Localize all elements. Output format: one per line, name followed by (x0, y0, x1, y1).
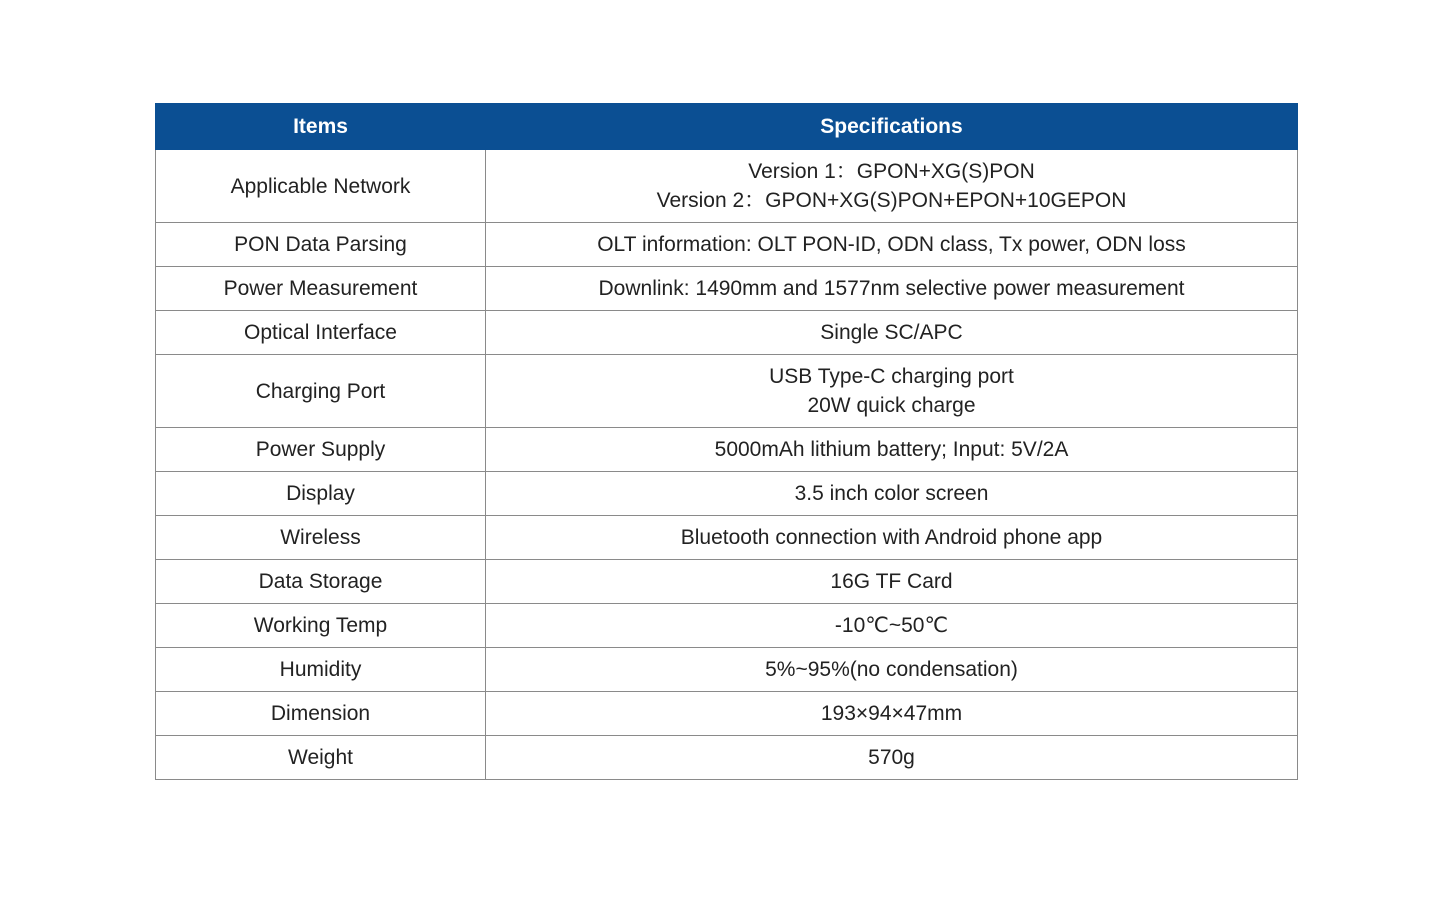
spec-line: USB Type-C charging port (769, 365, 1014, 388)
item-cell: PON Data Parsing (156, 223, 486, 267)
spec-line: Single SC/APC (820, 321, 963, 344)
spec-line: 16G TF Card (830, 570, 953, 593)
item-cell: Data Storage (156, 560, 486, 604)
item-cell: Applicable Network (156, 150, 486, 223)
item-cell: Power Measurement (156, 267, 486, 311)
specifications-table (155, 103, 1298, 780)
item-cell: Dimension (156, 692, 486, 736)
spec-cell (486, 692, 1298, 736)
spec-line: 20W quick charge (807, 394, 976, 417)
spec-cell (486, 472, 1298, 516)
item-cell: Power Supply (156, 428, 486, 472)
table-row (156, 311, 1298, 355)
spec-cell (486, 267, 1298, 311)
spec-line: Version 1：GPON+XG(S)PON (748, 160, 1035, 183)
table-row (156, 516, 1298, 560)
header-items: Items (156, 104, 486, 150)
spec-line: Bluetooth connection with Android phone app (680, 526, 1103, 549)
spec-cell (486, 150, 1298, 223)
spec-cell (486, 560, 1298, 604)
table-row (156, 267, 1298, 311)
table-row (156, 428, 1298, 472)
table-body (156, 150, 1298, 780)
spec-line: 193×94×47mm (820, 702, 963, 725)
table-row (156, 648, 1298, 692)
item-cell: Optical Interface (156, 311, 486, 355)
header-row (156, 104, 1298, 150)
spec-cell (486, 428, 1298, 472)
spec-line: OLT information: OLT PON-ID, ODN class, Tx power, ODN loss (597, 233, 1186, 256)
spec-line: Downlink: 1490mm and 1577nm selective power measurement (598, 277, 1185, 300)
spec-line: -10℃~50℃ (834, 614, 949, 637)
spec-cell (486, 355, 1298, 428)
spec-line: 5%~95%(no condensation) (765, 658, 1018, 681)
header-specifications: Specifications (486, 104, 1298, 150)
spec-cell (486, 516, 1298, 560)
table-row (156, 692, 1298, 736)
table-row (156, 604, 1298, 648)
table-row (156, 560, 1298, 604)
item-cell: Weight (156, 736, 486, 780)
spec-line: 3.5 inch color screen (794, 482, 989, 505)
table-row (156, 150, 1298, 223)
item-cell: Display (156, 472, 486, 516)
table-header (156, 104, 1298, 150)
item-cell: Charging Port (156, 355, 486, 428)
table-row (156, 355, 1298, 428)
table-row (156, 223, 1298, 267)
spec-line: 5000mAh lithium battery; Input: 5V/2A (714, 438, 1069, 461)
spec-line: Version 2：GPON+XG(S)PON+EPON+10GEPON (656, 189, 1127, 212)
spec-cell (486, 736, 1298, 780)
spec-line: 570g (868, 746, 915, 769)
item-cell: Humidity (156, 648, 486, 692)
table-row (156, 736, 1298, 780)
spec-cell (486, 648, 1298, 692)
spec-cell (486, 604, 1298, 648)
spec-cell (486, 223, 1298, 267)
item-cell: Working Temp (156, 604, 486, 648)
spec-cell (486, 311, 1298, 355)
item-cell: Wireless (156, 516, 486, 560)
table-row (156, 472, 1298, 516)
